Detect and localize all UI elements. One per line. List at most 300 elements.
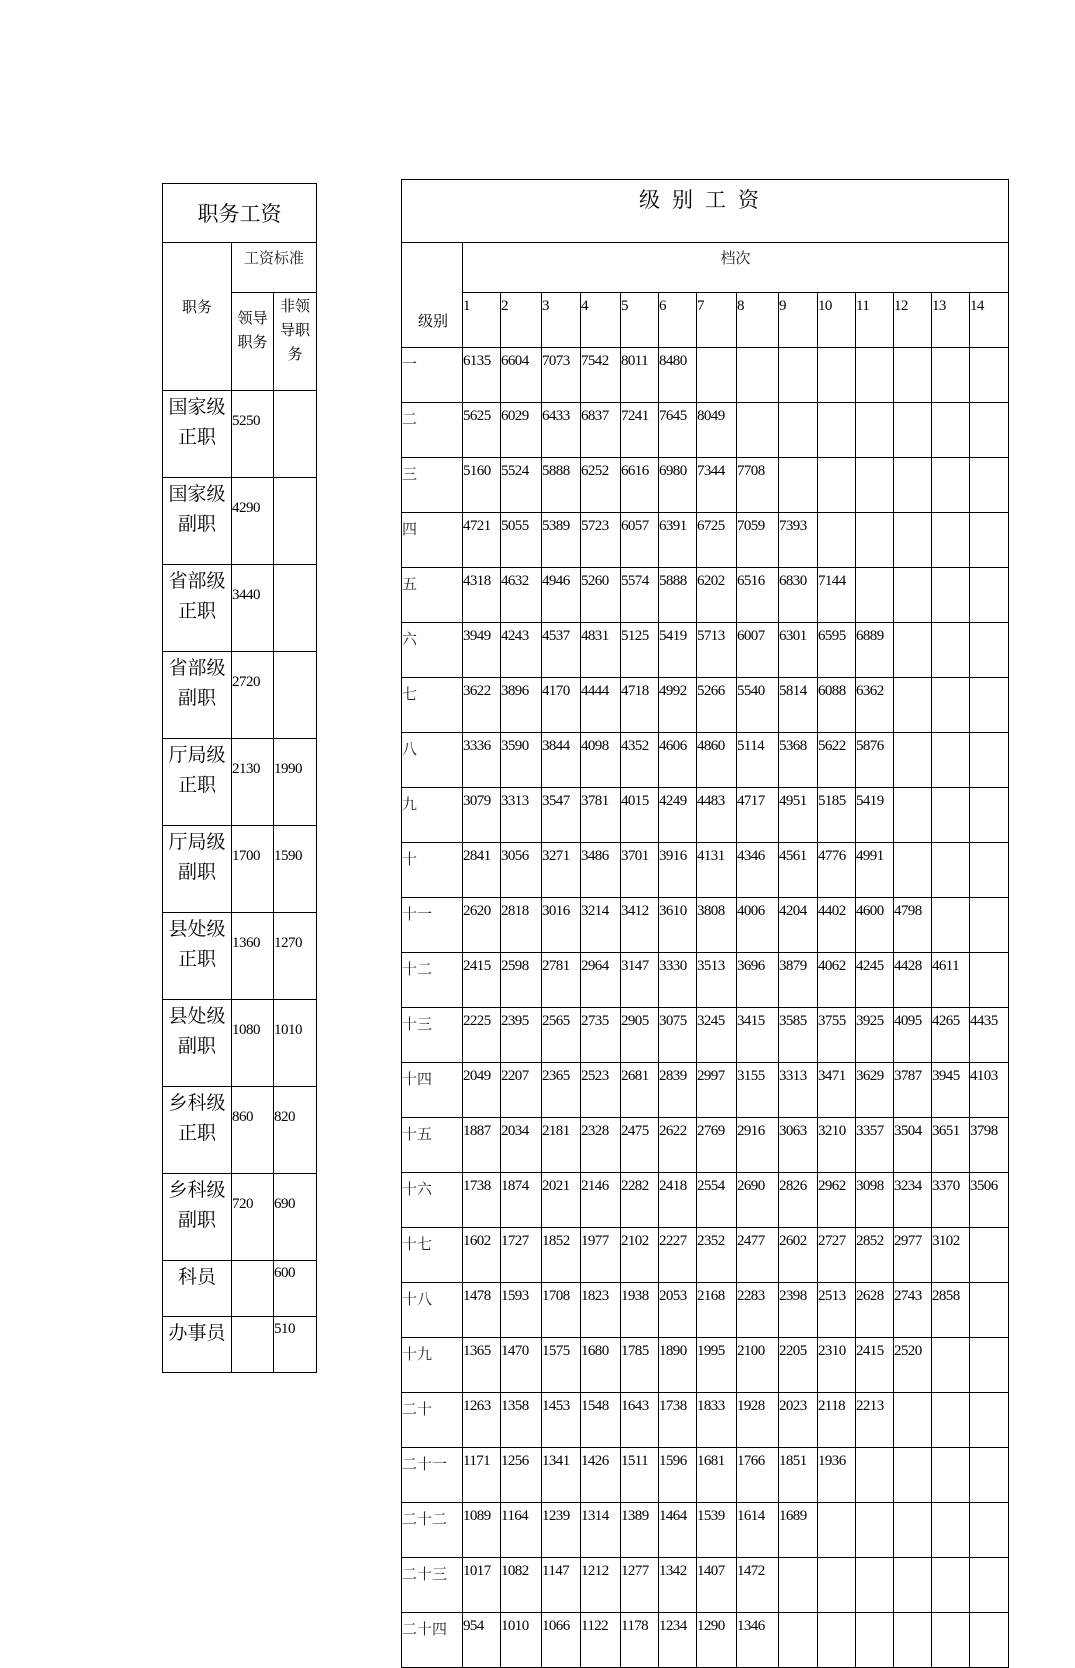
salary-cell: 5540 — [737, 678, 779, 733]
salary-cell — [970, 403, 1009, 458]
salary-cell: 2118 — [818, 1393, 856, 1448]
grade-label: 三 — [402, 458, 463, 513]
salary-cell — [894, 1503, 932, 1558]
salary-cell: 4561 — [779, 843, 818, 898]
salary-cell: 1453 — [542, 1393, 581, 1448]
salary-cell: 1936 — [818, 1448, 856, 1503]
salary-cell: 2395 — [501, 1008, 542, 1063]
salary-cell: 4435 — [970, 1008, 1009, 1063]
post-name: 厅局级副职 — [163, 826, 232, 913]
salary-cell: 1785 — [621, 1338, 659, 1393]
salary-cell: 1164 — [501, 1503, 542, 1558]
salary-cell — [856, 1448, 894, 1503]
salary-cell — [894, 568, 932, 623]
salary-cell — [856, 513, 894, 568]
salary-cell: 5368 — [779, 733, 818, 788]
salary-cell: 2365 — [542, 1063, 581, 1118]
salary-cell — [737, 403, 779, 458]
salary-cell: 1681 — [697, 1448, 737, 1503]
salary-cell: 2818 — [501, 898, 542, 953]
salary-cell: 2735 — [581, 1008, 621, 1063]
salary-cell: 4632 — [501, 568, 542, 623]
salary-cell: 3245 — [697, 1008, 737, 1063]
salary-cell: 1511 — [621, 1448, 659, 1503]
salary-cell — [932, 898, 970, 953]
salary-cell: 3210 — [818, 1118, 856, 1173]
salary-cell: 1478 — [463, 1283, 501, 1338]
nonleading-salary: 510 — [274, 1317, 317, 1373]
salary-cell — [970, 1228, 1009, 1283]
salary-cell: 7059 — [737, 513, 779, 568]
salary-cell — [932, 678, 970, 733]
salary-cell: 4243 — [501, 623, 542, 678]
salary-cell: 3079 — [463, 788, 501, 843]
salary-cell: 3234 — [894, 1173, 932, 1228]
salary-cell: 6202 — [697, 568, 737, 623]
salary-cell: 2102 — [621, 1228, 659, 1283]
salary-cell: 2769 — [697, 1118, 737, 1173]
salary-cell — [818, 403, 856, 458]
salary-cell: 2997 — [697, 1063, 737, 1118]
grade-row — [402, 1118, 1009, 1173]
salary-cell: 3610 — [659, 898, 697, 953]
salary-cell — [856, 1613, 894, 1668]
salary-cell — [779, 403, 818, 458]
col-step-header: 档次 — [463, 243, 1009, 293]
salary-cell — [970, 1558, 1009, 1613]
grade-row — [402, 898, 1009, 953]
salary-cell: 8480 — [659, 348, 697, 403]
salary-cell: 3629 — [856, 1063, 894, 1118]
salary-cell: 5876 — [856, 733, 894, 788]
salary-cell: 1464 — [659, 1503, 697, 1558]
salary-cell: 1017 — [463, 1558, 501, 1613]
post-row — [163, 1000, 317, 1087]
salary-cell: 1874 — [501, 1173, 542, 1228]
salary-cell: 6595 — [818, 623, 856, 678]
salary-cell: 3879 — [779, 953, 818, 1008]
salary-cell: 7645 — [659, 403, 697, 458]
salary-cell: 2475 — [621, 1118, 659, 1173]
salary-cell: 4245 — [856, 953, 894, 1008]
grade-label: 二十 — [402, 1393, 463, 1448]
salary-cell — [932, 843, 970, 898]
salary-cell: 1234 — [659, 1613, 697, 1668]
salary-cell — [779, 348, 818, 403]
grade-row — [402, 1393, 1009, 1448]
salary-cell: 2283 — [737, 1283, 779, 1338]
salary-cell: 1472 — [737, 1558, 779, 1613]
salary-cell: 1407 — [697, 1558, 737, 1613]
salary-cell — [932, 568, 970, 623]
nonleading-salary: 1010 — [274, 1000, 317, 1087]
salary-cell: 7144 — [818, 568, 856, 623]
nonleading-salary: 1270 — [274, 913, 317, 1000]
salary-cell: 3949 — [463, 623, 501, 678]
salary-cell: 6433 — [542, 403, 581, 458]
salary-cell: 3357 — [856, 1118, 894, 1173]
salary-cell: 3313 — [501, 788, 542, 843]
salary-cell: 4103 — [970, 1063, 1009, 1118]
nonleading-salary: 820 — [274, 1087, 317, 1174]
grade-row — [402, 1063, 1009, 1118]
salary-cell: 3504 — [894, 1118, 932, 1173]
salary-cell — [932, 403, 970, 458]
salary-cell: 5713 — [697, 623, 737, 678]
salary-cell: 3585 — [779, 1008, 818, 1063]
salary-cell: 2905 — [621, 1008, 659, 1063]
post-name: 厅局级正职 — [163, 739, 232, 826]
salary-cell: 3651 — [932, 1118, 970, 1173]
salary-cell: 3755 — [818, 1008, 856, 1063]
salary-cell: 7542 — [581, 348, 621, 403]
salary-cell: 5055 — [501, 513, 542, 568]
salary-cell — [970, 898, 1009, 953]
salary-cell: 3155 — [737, 1063, 779, 1118]
nonleading-salary — [274, 391, 317, 478]
salary-cell — [932, 1448, 970, 1503]
salary-cell: 1314 — [581, 1503, 621, 1558]
grade-row — [402, 788, 1009, 843]
salary-cell: 5524 — [501, 458, 542, 513]
salary-cell: 3214 — [581, 898, 621, 953]
salary-cell: 1082 — [501, 1558, 542, 1613]
salary-cell: 7241 — [621, 403, 659, 458]
salary-cell: 4265 — [932, 1008, 970, 1063]
leading-salary: 5250 — [232, 391, 274, 478]
salary-cell: 2227 — [659, 1228, 697, 1283]
salary-cell: 4402 — [818, 898, 856, 953]
salary-cell — [932, 513, 970, 568]
salary-cell: 6837 — [581, 403, 621, 458]
salary-cell: 6616 — [621, 458, 659, 513]
leading-salary: 1700 — [232, 826, 274, 913]
salary-cell: 2023 — [779, 1393, 818, 1448]
salary-cell — [818, 513, 856, 568]
grade-label: 九 — [402, 788, 463, 843]
salary-cell: 5125 — [621, 623, 659, 678]
salary-cell: 6980 — [659, 458, 697, 513]
salary-cell: 1643 — [621, 1393, 659, 1448]
salary-cell — [970, 1393, 1009, 1448]
salary-cell: 1171 — [463, 1448, 501, 1503]
salary-cell: 7708 — [737, 458, 779, 513]
salary-cell: 5814 — [779, 678, 818, 733]
salary-cell: 2310 — [818, 1338, 856, 1393]
salary-cell — [970, 568, 1009, 623]
grade-label: 五 — [402, 568, 463, 623]
salary-cell: 3056 — [501, 843, 542, 898]
salary-cell: 2727 — [818, 1228, 856, 1283]
salary-cell — [970, 458, 1009, 513]
grade-label: 八 — [402, 733, 463, 788]
step-header: 7 — [697, 293, 737, 348]
col-nonleading-header: 非领导职务 — [274, 293, 317, 391]
salary-cell: 5160 — [463, 458, 501, 513]
salary-cell: 5622 — [818, 733, 856, 788]
leading-salary: 860 — [232, 1087, 274, 1174]
salary-cell: 4721 — [463, 513, 501, 568]
salary-cell: 1823 — [581, 1283, 621, 1338]
salary-cell: 8011 — [621, 348, 659, 403]
salary-cell — [856, 568, 894, 623]
salary-cell: 4062 — [818, 953, 856, 1008]
salary-cell: 2352 — [697, 1228, 737, 1283]
step-header: 8 — [737, 293, 779, 348]
post-row — [163, 1174, 317, 1261]
salary-cell: 3701 — [621, 843, 659, 898]
salary-cell: 1389 — [621, 1503, 659, 1558]
salary-cell: 1928 — [737, 1393, 779, 1448]
leading-salary: 4290 — [232, 478, 274, 565]
salary-cell: 2841 — [463, 843, 501, 898]
salary-cell: 5389 — [542, 513, 581, 568]
salary-cell: 1341 — [542, 1448, 581, 1503]
post-row — [163, 478, 317, 565]
salary-cell: 4352 — [621, 733, 659, 788]
salary-cell: 4249 — [659, 788, 697, 843]
salary-cell — [932, 788, 970, 843]
salary-cell: 5266 — [697, 678, 737, 733]
leading-salary: 2720 — [232, 652, 274, 739]
salary-cell: 3844 — [542, 733, 581, 788]
salary-cell: 2681 — [621, 1063, 659, 1118]
salary-cell — [970, 513, 1009, 568]
salary-cell: 6725 — [697, 513, 737, 568]
salary-cell: 1342 — [659, 1558, 697, 1613]
salary-cell: 2225 — [463, 1008, 501, 1063]
salary-cell: 3798 — [970, 1118, 1009, 1173]
salary-cell — [894, 1558, 932, 1613]
grade-row — [402, 733, 1009, 788]
salary-cell: 4204 — [779, 898, 818, 953]
grade-label: 二 — [402, 403, 463, 458]
salary-cell: 2398 — [779, 1283, 818, 1338]
leading-salary: 1360 — [232, 913, 274, 1000]
salary-cell: 1995 — [697, 1338, 737, 1393]
grade-row — [402, 1338, 1009, 1393]
salary-cell: 3330 — [659, 953, 697, 1008]
salary-cell: 2053 — [659, 1283, 697, 1338]
post-salary-title: 职务工资 — [163, 184, 317, 243]
grade-row — [402, 1008, 1009, 1063]
salary-cell: 1358 — [501, 1393, 542, 1448]
salary-cell: 4318 — [463, 568, 501, 623]
grade-label: 二十四 — [402, 1613, 463, 1668]
salary-cell: 5888 — [659, 568, 697, 623]
salary-cell: 6889 — [856, 623, 894, 678]
salary-cell: 5574 — [621, 568, 659, 623]
salary-cell: 2962 — [818, 1173, 856, 1228]
salary-cell: 1290 — [697, 1613, 737, 1668]
step-header: 9 — [779, 293, 818, 348]
salary-cell: 3513 — [697, 953, 737, 1008]
leading-salary: 1080 — [232, 1000, 274, 1087]
salary-cell: 1890 — [659, 1338, 697, 1393]
salary-cell: 4346 — [737, 843, 779, 898]
salary-cell: 6088 — [818, 678, 856, 733]
grade-row — [402, 1228, 1009, 1283]
salary-cell: 2602 — [779, 1228, 818, 1283]
salary-cell: 5888 — [542, 458, 581, 513]
salary-cell: 4428 — [894, 953, 932, 1008]
step-header: 12 — [894, 293, 932, 348]
step-header: 5 — [621, 293, 659, 348]
salary-cell: 7344 — [697, 458, 737, 513]
grade-row — [402, 953, 1009, 1008]
nonleading-salary: 690 — [274, 1174, 317, 1261]
post-name: 乡科级副职 — [163, 1174, 232, 1261]
salary-cell: 1548 — [581, 1393, 621, 1448]
grade-label: 二十三 — [402, 1558, 463, 1613]
salary-cell: 3547 — [542, 788, 581, 843]
salary-cell: 2100 — [737, 1338, 779, 1393]
salary-cell: 3063 — [779, 1118, 818, 1173]
salary-cell: 1833 — [697, 1393, 737, 1448]
grade-row — [402, 678, 1009, 733]
grade-label: 二十二 — [402, 1503, 463, 1558]
salary-cell — [894, 623, 932, 678]
grade-label: 十七 — [402, 1228, 463, 1283]
salary-cell: 1851 — [779, 1448, 818, 1503]
salary-cell: 2826 — [779, 1173, 818, 1228]
step-header: 14 — [970, 293, 1009, 348]
salary-cell: 2565 — [542, 1008, 581, 1063]
grade-label: 二十一 — [402, 1448, 463, 1503]
salary-cell: 1010 — [501, 1613, 542, 1668]
salary-cell: 1212 — [581, 1558, 621, 1613]
salary-cell: 2205 — [779, 1338, 818, 1393]
salary-cell — [970, 678, 1009, 733]
grade-salary-table — [401, 179, 1009, 1668]
salary-cell: 2964 — [581, 953, 621, 1008]
grade-label: 十一 — [402, 898, 463, 953]
salary-cell — [970, 623, 1009, 678]
salary-cell: 1256 — [501, 1448, 542, 1503]
grade-label: 七 — [402, 678, 463, 733]
col-standard-header: 工资标准 — [232, 243, 317, 293]
step-header: 1 — [463, 293, 501, 348]
salary-cell: 4992 — [659, 678, 697, 733]
salary-cell: 5185 — [818, 788, 856, 843]
salary-cell: 3781 — [581, 788, 621, 843]
salary-cell: 2743 — [894, 1283, 932, 1338]
grade-row — [402, 1448, 1009, 1503]
salary-cell — [970, 788, 1009, 843]
grade-label: 四 — [402, 513, 463, 568]
leading-salary — [232, 1317, 274, 1373]
salary-cell: 2628 — [856, 1283, 894, 1338]
post-salary-table — [162, 183, 317, 1373]
post-row — [163, 826, 317, 913]
salary-cell: 2858 — [932, 1283, 970, 1338]
post-name: 县处级正职 — [163, 913, 232, 1000]
salary-cell: 1852 — [542, 1228, 581, 1283]
salary-cell: 3590 — [501, 733, 542, 788]
post-name: 国家级正职 — [163, 391, 232, 478]
salary-cell: 1426 — [581, 1448, 621, 1503]
salary-cell: 4170 — [542, 678, 581, 733]
post-row — [163, 1261, 317, 1317]
salary-cell: 6057 — [621, 513, 659, 568]
salary-cell: 3271 — [542, 843, 581, 898]
salary-cell: 6516 — [737, 568, 779, 623]
grade-row — [402, 1283, 1009, 1338]
post-row — [163, 391, 317, 478]
salary-cell: 5723 — [581, 513, 621, 568]
salary-cell: 2207 — [501, 1063, 542, 1118]
salary-cell: 1263 — [463, 1393, 501, 1448]
salary-cell: 4131 — [697, 843, 737, 898]
salary-cell: 5419 — [856, 788, 894, 843]
salary-cell — [932, 458, 970, 513]
salary-cell: 2415 — [856, 1338, 894, 1393]
grade-label: 十四 — [402, 1063, 463, 1118]
grade-row — [402, 513, 1009, 568]
salary-cell — [894, 843, 932, 898]
salary-cell: 1066 — [542, 1613, 581, 1668]
step-header: 13 — [932, 293, 970, 348]
salary-cell: 5260 — [581, 568, 621, 623]
leading-salary: 3440 — [232, 565, 274, 652]
salary-cell: 2781 — [542, 953, 581, 1008]
salary-cell: 1575 — [542, 1338, 581, 1393]
salary-cell: 2520 — [894, 1338, 932, 1393]
leading-salary: 2130 — [232, 739, 274, 826]
salary-cell: 1239 — [542, 1503, 581, 1558]
post-name: 省部级正职 — [163, 565, 232, 652]
salary-cell — [856, 1503, 894, 1558]
salary-cell: 2523 — [581, 1063, 621, 1118]
salary-cell: 3098 — [856, 1173, 894, 1228]
salary-cell — [970, 733, 1009, 788]
salary-cell — [894, 788, 932, 843]
step-header: 10 — [818, 293, 856, 348]
salary-cell: 3075 — [659, 1008, 697, 1063]
salary-cell: 3336 — [463, 733, 501, 788]
salary-cell: 3313 — [779, 1063, 818, 1118]
salary-cell: 2916 — [737, 1118, 779, 1173]
salary-cell: 1147 — [542, 1558, 581, 1613]
salary-cell: 3506 — [970, 1173, 1009, 1228]
post-name: 县处级副职 — [163, 1000, 232, 1087]
post-row — [163, 739, 317, 826]
step-header: 3 — [542, 293, 581, 348]
salary-cell — [856, 403, 894, 458]
salary-cell: 4718 — [621, 678, 659, 733]
salary-cell: 1977 — [581, 1228, 621, 1283]
post-row — [163, 1317, 317, 1373]
salary-cell: 2415 — [463, 953, 501, 1008]
salary-cell — [932, 623, 970, 678]
nonleading-salary: 1590 — [274, 826, 317, 913]
salary-cell: 5419 — [659, 623, 697, 678]
salary-cell: 3945 — [932, 1063, 970, 1118]
salary-cell: 1614 — [737, 1503, 779, 1558]
salary-cell: 2839 — [659, 1063, 697, 1118]
salary-cell: 4098 — [581, 733, 621, 788]
salary-cell — [818, 1558, 856, 1613]
grade-row — [402, 568, 1009, 623]
salary-cell — [894, 403, 932, 458]
step-header: 2 — [501, 293, 542, 348]
salary-cell: 1738 — [463, 1173, 501, 1228]
salary-cell: 2146 — [581, 1173, 621, 1228]
salary-cell: 2168 — [697, 1283, 737, 1338]
salary-cell — [737, 348, 779, 403]
salary-cell: 2554 — [697, 1173, 737, 1228]
salary-cell: 4946 — [542, 568, 581, 623]
